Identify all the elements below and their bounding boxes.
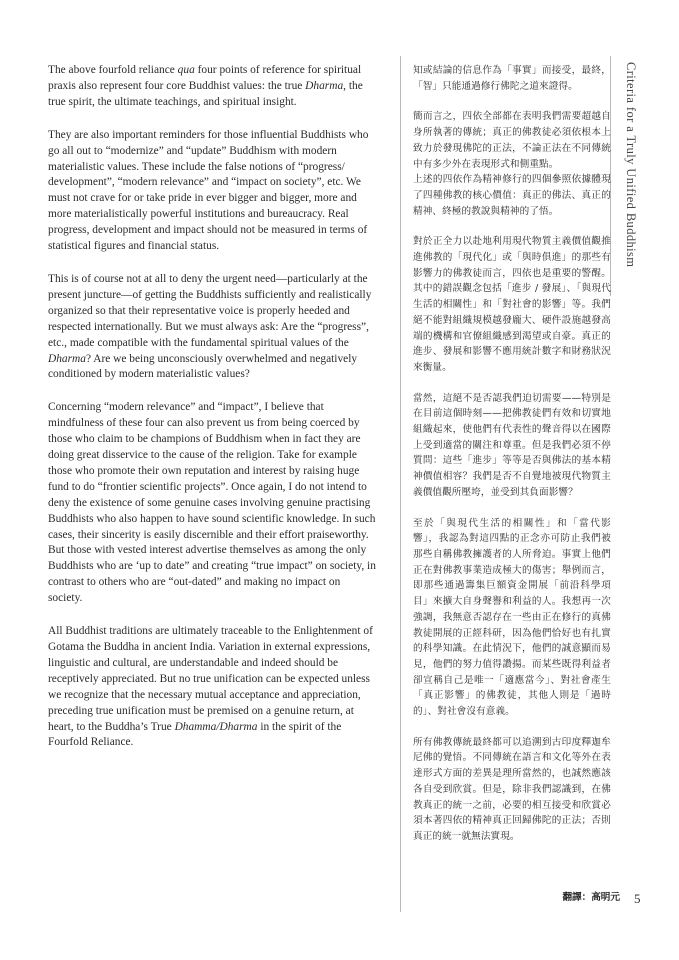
page-number: 5 bbox=[634, 891, 641, 906]
chinese-paragraph-1: 知或結論的信息作為「事實」而接受，最終，「智」只能通過修行佛陀之道來證得。 bbox=[413, 65, 611, 92]
english-paragraph-5: All Buddhist traditions are ultimately traceable to the Enlightenment of Gotama the Buddha in ancient India. Variation in external expressions, linguistic and cultural, are understandable and indeed should be receptively appreciated. But no true unification can be expected unless we recognize that the necessary mutual acceptance and appreciation, preceding true unification must be premised on a genuine return, at heart, to the Buddha’s True Dhamma/Dharma in the spirit of the Fourfold Reliance. bbox=[48, 625, 373, 749]
translator-credit: 翻譯：高明元 bbox=[562, 892, 620, 903]
chinese-paragraph-5: 至於「與現代生活的相關性」和「當代影響」，我認為對這四點的正念亦可防止我們被那些自稱佛教擁護者的人所脅迫。事實上他們正在對佛教事業造成極大的傷害；舉例而言，即那些通過籌集巨額資金開展「前沿科學項目」來擴大自身聲譽和利益的人。我想再一次強調，我無意否認存在一些由正在修行的真佛教徒開展的正經科研，因為他們恰好也有扎實的科學知識。在此情況下，他們的誠意顯而易見，他們的努力值得讚揚。而某些既得利益者卻宣稱自己是唯一「適應當今」、對社會產生「真正影響」的佛教徒，其他人則是「過時的」、對社會沒有意義。 bbox=[413, 517, 611, 718]
chinese-paragraph-2b: 上述的四依作為精神修行的四個參照依據體現了四種佛教的核心價值：真正的佛法、真正的精神、終極的教說與精神的了悟。 bbox=[413, 174, 611, 217]
chinese-paragraph-2a: 簡而言之，四依全部都在表明我們需要超越自身所執著的傳統；真正的佛教徒必須依根本上致力於發現佛陀的正法，不論正法在不同傳統中有多少外在表現形式和側重點。 bbox=[413, 111, 611, 170]
italic-term-dhamma-dharma: Dhamma/Dharma bbox=[174, 720, 258, 733]
chinese-column bbox=[413, 63, 611, 860]
english-paragraph-2: They are also important reminders for those influential Buddhists who go all out to “modernize” and “update” Buddhism with modern materialistic values. These include the false notions of “progress/ development”, “modern relevance” and “impact on society”, etc. We must not crave for or take pride in ever bigger and bigger, more and more materialistically powerful institutions and bureaucracy. Real progress, development and impact should not be measured in terms of statistical figures and financial status. bbox=[48, 128, 369, 253]
english-paragraph-4: Concerning “modern relevance” and “impact”, I believe that mindfulness of these four can also prevent us from being coerced by those who claim to be champions of Buddhism when in fact they are doing great disservice to the cause of the religion. Take for example those who promote their own reputation and interest by raising huge fund to do “frontier scientific projects”. Once again, I do not intend to deny the existence of some genuine cases involving genuine practising Buddhists who also happen to have sound scientific knowledge. In such cases, their sincerity is easily discernible and their effort praiseworthy. But those with vested interest advertise themselves as among the only Buddhists who are ‘up to date” and creating “true impact” on society, in contrast to others who are “out-dated” and making no impact on society. bbox=[48, 401, 376, 605]
italic-term-dharma: Dharma bbox=[305, 79, 344, 92]
chinese-paragraph-6: 所有佛教傳統最終都可以追溯到古印度釋迦牟尼佛的覺悟。不同傳統在語言和文化等外在表達形式方面的差異是理所當然的，也誠然應該各自受到欣賞。但是，除非我們認識到，在佛教真正的統一之前，必要的相互接受和欣賞必須本著四依的精神真正回歸佛陀的正法；否則真正的統一就無法實現。 bbox=[413, 736, 611, 842]
running-head: Criteria for a Truly Unified Buddhism bbox=[624, 62, 638, 268]
italic-term-qua: qua bbox=[177, 64, 195, 76]
italic-term-dharma: Dharma bbox=[48, 352, 86, 365]
chinese-paragraph-4: 當然，這絕不是否認我們迫切需要——特別是在目前這個時刻——把佛教徒們有效和切實地組織起來，使他們有代表性的聲音得以在國際上受到適當的關注和尊重。但是我們必須不停質問：這些「進步」等等是否與佛法的基本精神價值相容？我們是否不自覺地被現代物質主義價值觀所壓垮，並受到其負面影響？ bbox=[413, 392, 611, 498]
column-divider bbox=[400, 56, 401, 912]
chinese-paragraph-3: 對於正全力以赴地利用現代物質主義價值觀推進佛教的「現代化」或「與時俱進」的那些有影響力的佛教徒而言，四依也是重要的警醒。其中的錯誤觀念包括「進步 / 發展」、「與現代生活的相關性」和「對社會的影響」等。我們絕不能對組織規模越發龐大、硬件設施越發高端的機構和官僚組織感到渴望或自豪。真正的進步、發展和影響不應用統計數字和財務狀況來衡量。 bbox=[413, 236, 611, 373]
english-column bbox=[48, 63, 376, 768]
english-paragraph-1: The above fourfold reliance qua four points of reference for spiritual praxis also represent four core Buddhist values: the true Dharma, the true spirit, the ultimate teachings, and spiritual insight. bbox=[48, 64, 363, 108]
english-paragraph-3: This is of course not at all to deny the urgent need—particularly at the present juncture—of getting the Buddhists sufficiently and realistically organized so that their representative voice is properly heeded and respected internationally. But we must always ask: Are the “progress”, etc., made compatible with the fundamental spiritual values of the Dharma? Are we being unconsciously overwhelmed and negatively conditioned by modern materialistic values? bbox=[48, 272, 372, 381]
